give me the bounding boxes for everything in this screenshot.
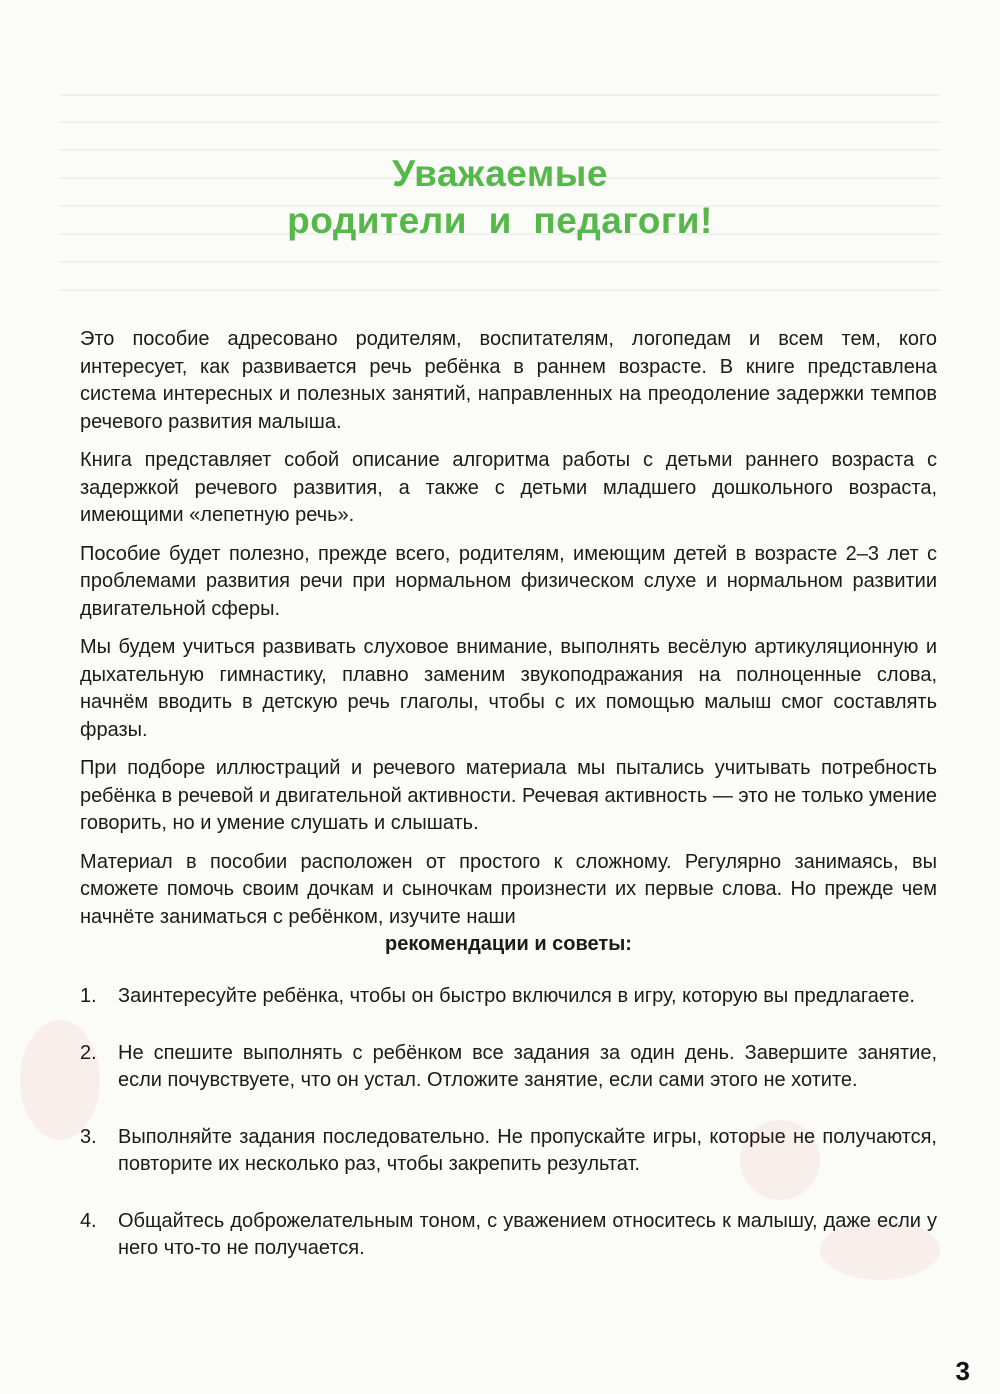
recommendations-heading: рекомендации и советы:: [385, 933, 632, 955]
list-item-number: 4.: [80, 1209, 97, 1232]
intro-text: [80, 326, 937, 959]
title-line-2: родители и педагоги!: [287, 200, 713, 241]
paragraph-3: Пособие будет полезно, прежде всего, родителям, имеющим детей в возрасте 2–3 лет с проблемами развития речи при нормальном физическом слухе и нормальном развитии двигательной сферы.: [80, 542, 937, 620]
list-item-number: 3.: [80, 1125, 97, 1148]
paragraph-5: При подборе иллюстраций и речевого материала мы пытались учитывать потребность ребёнка в речевой и двигательной активности. Речевая активность — это не только умение говорить, но и умение слушать и слышать.: [80, 757, 937, 834]
recommendations-list: [80, 983, 937, 1292]
paragraph-4: Мы будем учиться развивать слуховое внимание, выполнять весёлую артикуляционную и дыхательную гимнастику, плавно заменим звукоподражания на полноценные слова, начнём вводить в детскую речь глаголы, чтобы с их помощью малыш смог составлять фразы.: [80, 636, 937, 741]
list-item-text: Общайтесь доброжелательным тоном, с уважением относитесь к малышу, даже если у него что-то не получается.: [118, 1209, 937, 1259]
page-number: 3: [955, 1356, 970, 1386]
list-item-number: 1.: [80, 985, 97, 1007]
paragraph-1: Это пособие адресовано родителям, воспитателям, логопедам и всем тем, кого интересует, как развивается речь ребёнка в раннем возрасте. В книге представлена система интересных и полезных занятий, направленных на преодоление задержки темпов речевого развития малыша.: [80, 328, 937, 433]
list-item-number: 2.: [80, 1041, 97, 1064]
list-item: [80, 1208, 937, 1263]
list-item: [80, 983, 937, 1011]
paragraph-6: Материал в пособии расположен от простого к сложному. Регулярно занимаясь, вы сможете помочь своим дочкам и сыночкам произнести их первые слова. Но прежде чем начнёте заниматься с ребёнком, изучите наши: [80, 850, 937, 928]
list-item-text: Не спешите выполнять с ребёнком все задания за один день. Завершите занятие, если почувствуете, что он устал. Отложите занятие, если сами этого не хотите.: [118, 1041, 937, 1091]
list-item: [80, 1124, 937, 1179]
list-item-text: Выполняйте задания последовательно. Не пропускайте игры, которые не получаются, повторите их несколько раз, чтобы закрепить результат.: [118, 1125, 937, 1175]
list-item: [80, 1040, 937, 1095]
paragraph-2: Книга представляет собой описание алгоритма работы с детьми раннего возраста с задержкой речевого развития, а также с детьми младшего дошкольного возраста, имеющими «лепетную речь».: [80, 449, 937, 526]
list-item-text: Заинтересуйте ребёнка, чтобы он быстро включился в игру, которую вы предлагаете.: [118, 985, 915, 1007]
page-title: [0, 150, 1000, 244]
title-line-1: Уважаемые: [392, 153, 608, 194]
